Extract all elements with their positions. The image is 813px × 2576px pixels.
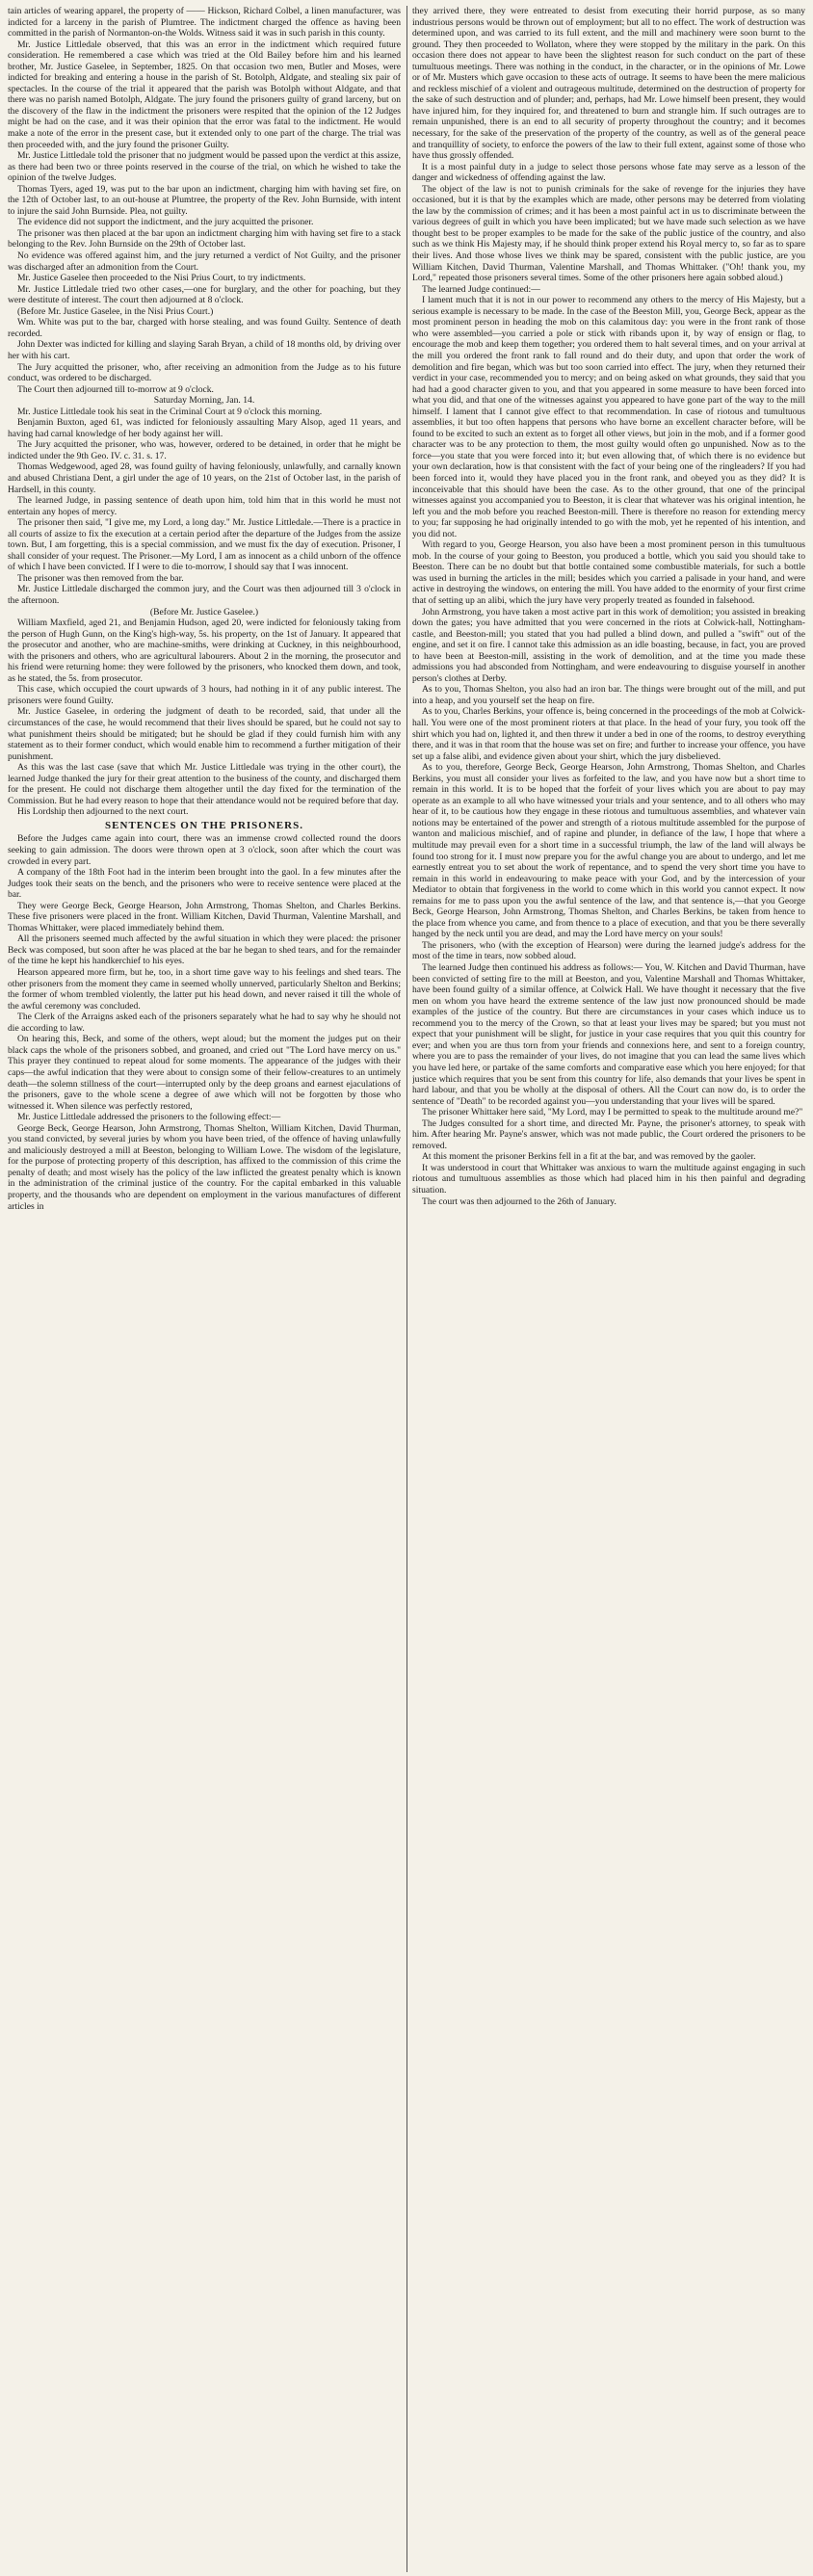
paragraph: On hearing this, Beck, and some of the others, wept aloud; but the moment the judges put on their black caps the whole of the prisoners sobbed, and groaned, and cried out "The Lord have mercy on us." This prayer they continued to repeat aloud for some moments. The appearance of the judges with their caps—the awful indication that they were about to consign some of their fellow-creatures to an untimely death—the solemn stillness of the court—interrupted only by the deep groans and earnest ejaculations of the prisoners, gave to the whole scene a degree of awe which will not be forgotten by those who witnessed it. When silence was perfectly restored, xyxy=(8,1034,401,1112)
paragraph: At this moment the prisoner Berkins fell in a fit at the bar, and was removed by the gaoler. xyxy=(422,1151,756,1163)
paragraph: The prisoner Whittaker here said, "My Lord, may I be permitted to speak to the multitude around me?" xyxy=(422,1107,803,1118)
paragraph: (Before Mr. Justice Gaselee.) xyxy=(149,606,259,618)
column-rule xyxy=(406,6,407,2572)
paragraph: The Jury acquitted the prisoner, who, after receiving an admonition from the Judge as to his future conduct, was ordered to be discharged. xyxy=(8,361,401,384)
paragraph: Benjamin Buxton, aged 61, was indicted for feloniously assaulting Mary Alsop, aged 11 years, and having had carnal knowledge of her body against her will. xyxy=(8,417,401,439)
paragraph: John Dexter was indicted for killing and slaying Sarah Bryan, a child of 18 months old, by driving over her with his cart. xyxy=(8,339,401,361)
paragraph: Mr. Justice Littledale observed, that this was an error in the indictment which required future consideration. He remembered a case which was tried at the Old Bailey before him and his learned brother, Mr. Justice Gaselee, in September, 1825. On that occasion two men, Butler and Moses, were indicted for breaking and entering a house in the parish of St. Botolph, Aldgate, and stealing six pair of spectacles. In the course of the trial it appeared that the parish was Botolph without Aldgate, and that there was no parish named Botolph, Aldgate. The jury found the prisoners guilty of grand larceny, but on the discovery of the flaw in the indictment the prisoners were respited that the opinion of the 12 Judges might be had on the case, and it was their opinion that the error was fatal to the indictment. He would make a note of the error in the present case, but it extended only to one part of the charge. The trial was then proceeded with, and the jury found the prisoner Guilty. xyxy=(8,39,401,150)
paragraph: Thomas Tyers, aged 19, was put to the bar upon an indictment, charging him with having set fire, on the 12th of October last, to an out-house at Plumtree, the property of the Rev. John Burnside, with intent to injure the said John Burnside. Plea, not guilty. xyxy=(8,183,401,217)
paragraph: The Judges consulted for a short time, and directed Mr. Payne, the prisoner's attorney, to speak with him. After hearing Mr. Payne's answer, which was not made public, the Court ordered the prisoners to be removed. xyxy=(412,1117,805,1151)
paragraph: The object of the law is not to punish criminals for the sake of revenge for the injuries they have occasioned, but it is that by the examples which are made, other persons may be deterred from violating the law by the commission of crimes; and it has been a most painful act in us to discriminate between the various degrees of guilt in which you have been implicated; but we have made such selection as we have thought best to be proper examples to be made for the sake of the public justice of the country, and also such as we think His Majesty may, if he should think proper extend his Royal mercy to, so far as to spare their lives. And those whose lives we think may be spared, consistent with the public justice, are you William Kitchen, David Thurman, Valentine Marshall, and Thomas Whittaker. ("Oh! thank you, my Lord," repeated those prisoners several times. Some of the other prisoners here again sobbed aloud.) xyxy=(412,183,805,284)
paragraph: Mr. Justice Gaselee then proceeded to the Nisi Prius Court, to try indictments. xyxy=(17,273,306,284)
paragraph: Saturday Morning, Jan. 14. xyxy=(153,395,255,407)
paragraph: As to you, Thomas Shelton, you also had an iron bar. The things were brought out of the mill, and put into a heap, and you yourself set the heap on fire. xyxy=(412,684,805,706)
paragraph: As to you, Charles Berkins, your offence is, being concerned in the proceedings of the mob at Colwick-hall. You were one of the most prominent rioters at that place. In the head of your fury, you took off the shirt which you had on, lighted it, and then threw it under a bed in one of the rooms, to destroy everything there, and it was in that room that the house was set on fire; and further to increase your offence, you have set up a false alibi, and evidence given about your shirt, which the jury disbelieved. xyxy=(412,706,805,762)
paragraph: The learned Judge continued:— xyxy=(422,283,540,295)
paragraph: I lament much that it is not in our power to recommend any others to the mercy of His Majesty, but a serious example is necessary to be made. In the case of the Beeston Mill, you, George Beck, appear as the most prominent person in heading the mob on this calamitous day: you were in the front rank of those who were assembled—you carried a pole or stick with ribands upon it, by way of ensign or flag, to encourage the mob and keep them together; you ordered them to halt several times, and on your arrival at the mill you ordered the front rank to fall round and do their duty, and upon that order the work of demolition and fire began, which was but too soon carried into effect. The jury, when they returned their verdict in your case, recommended you to mercy; and on being asked on what grounds, they said that you had had a good character given to you, and that you appeared in some measure to have been forced into what you did, and that one of the witnesses against you appeared to have gone part of the way to the mill himself. I lament that I cannot give effect to that recommendation. In case of riotous and tumultuous assemblies, it but too often happens that persons who have borne an excellent character before, will be found to be excited to such an extent as to forget all other views, but join in the mob, and if a former good character was to be any protection to them, the most guilty would often go unpunished. Now as to the force—you state that you were forced into it; but even allowing that, of which there is no evidence but your own declaration, how is that consistent with the fact of your being one of the ringleaders? If you had been forced into it, would they have placed you in the front rank, and obeyed you as they did? It is inconceivable that this should have been the case. As to the other ground, that one of the principal witnesses against you accompanied you to Beeston, it is clear that whatever was his original intention, he left you and the mob before you reached Beeston-mill. There is therefore no reason for extending mercy to you; far supposing he had originally intended to go with the mob, yet he repented of his intention, and you did not. xyxy=(412,295,805,539)
paragraph: Wm. White was put to the bar, charged with horse stealing, and was found Guilty. Sentence of death recorded. xyxy=(8,317,401,339)
section-heading: SENTENCES ON THE PRISONERS. xyxy=(105,819,303,831)
paragraph: The Court then adjourned till to-morrow at 9 o'clock. xyxy=(17,383,214,395)
paragraph: John Armstrong, you have taken a most active part in this work of demolition; you assisted in breaking down the gates; you have admitted that you were concerned in the riots at Colwick-hall, Nottingham-castle, and Beeston-mill; you stated that you had pulled a blind down, and pulled a "swift" out of the engine, and set it on fire. I cannot take this admission as an idle boasting, because, in fact, you are proved to have been at Beeston-mill, assisting in the work of demolition, and at the time you made these admissions you had absconded from Nottingham, and were endeavouring to disguise yourself in another person's clothes at Derby. xyxy=(412,606,805,684)
paragraph: The prisoners, who (with the exception of Hearson) were during the learned judge's address for the most of the time in tears, now sobbed aloud. xyxy=(412,939,805,962)
columns xyxy=(8,6,805,2572)
paragraph: All the prisoners seemed much affected by the awful situation in which they were placed: the prisoner Beck was composed, but soon after he was placed at the bar he began to shed tears, and for the remainder of the time he kept his handkerchief to his eyes. xyxy=(8,933,401,967)
left-column xyxy=(8,6,401,2572)
paragraph: William Maxfield, aged 21, and Benjamin Hudson, aged 20, were indicted for feloniously taking from the person of Hugh Gunn, on the King's high-way, 5s. his property, on the 1st of January. It appeared that the prosecutor and another, who are machine-smiths, were drinking at Cuckney, in this neighbourhood, with the prisoners and others, who are agricultural labourers. About 2 in the morning, the prosecutor and his friend were returning home: they were followed by the prisoners, who knocked them down, and took, as he stated, the 5s. from prosecutor. xyxy=(8,618,401,684)
paragraph: The prisoner was then placed at the bar upon an indictment charging him with having set fire to a stack belonging to the Rev. John Burnside on the 29th of October last. xyxy=(8,227,401,250)
paragraph: The court was then adjourned to the 26th of January. xyxy=(422,1196,616,1207)
paragraph: As this was the last case (save that which Mr. Justice Littledale was trying in the other court), the learned Judge thanked the jury for their great attention to the business of the county, and discharged them for the present. He could not discharge them altogether until the day fixed for the termination of the Commission. But he had every reason to hope that their attendance would not be required before that day. xyxy=(8,762,401,806)
paragraph: tain articles of wearing apparel, the property of —— Hickson, Richard Colbel, a linen manufacturer, was indicted for a larceny in the parish of Plumtree. The indictment charged the offence as having been committed in the parish of Normanton-on-the Wolds. Witness said it was in such parish in this county. xyxy=(8,6,401,39)
paragraph: Mr. Justice Littledale addressed the prisoners to the following effect:— xyxy=(17,1112,281,1123)
paragraph: Mr. Justice Littledale tried two other cases,—one for burglary, and the other for poaching, but they were destitute of interest. The court then adjourned at 8 o'clock. xyxy=(8,283,401,306)
paragraph: they arrived there, they were entreated to desist from executing their horrid purpose, as so many industrious persons would be thrown out of employment; but all to no effect. The work of destruction was determined upon, and was carried to its full extent, and the mill and machinery were soon burnt to the ground. They then proceeded to Wollaton, where they were stopped by the military in the park. On this occasion there does not appear to have been the slightest reason for such conduct on the part of these tumultuous meetings. There was nothing in the conduct, in the character, or in the opinions of Mr. Lowe or of Mr. Musters which gave occasion to these acts of outrage. It seems to have been the mere malicious and reckless mischief of a violent and outrageous multitude, determined on the destruction of property for the sake of such destruction and of plunder; and, perhaps, had Mr. Lowe himself been present, they would have injured him, for they inquired for, and threatened to burn and strangle him. If such outrages are to remain unpunished, there is an end to all security of property throughout the country; and it becomes necessary, for the sake of the preservation of the property of the country, as well as of the general peace and tranquillity of society, to enforce the powers of the law to their full extent, against some of those who have thus grossly offended. xyxy=(412,6,805,162)
paragraph: The Jury acquitted the prisoner, who was, however, ordered to be detained, in order that he might be indicted under the 9th Geo. IV. c. 31. s. 17. xyxy=(8,439,401,461)
paragraph: Mr. Justice Littledale told the prisoner that no judgment would be passed upon the verdict at this assize, as there had been two or three points reserved in the course of the trial, on which he wished to take the opinion of the twelve Judges. xyxy=(8,150,401,184)
paragraph: George Beck, George Hearson, John Armstrong, Thomas Shelton, William Kitchen, David Thurman, you stand convicted, by several juries by whom you have been tried, of the offence of having unlawfully and maliciously destroyed a mill at Beeston, belonging to William Lowe. The wisdom of the legislature, for the purpose of protecting property of this description, has affixed to the commission of this crime the penalty of death; and most wisely has the policy of the law inflicted the greatest penalty which is known in the administration of the criminal justice of the country. For the capital embarked in this valuable property, and the thousands who are dependent on employment in the various manufactures of different articles in xyxy=(8,1122,401,1212)
paragraph: The Clerk of the Arraigns asked each of the prisoners separately what he had to say why he should not die according to law. xyxy=(8,1012,401,1034)
paragraph: This case, which occupied the court upwards of 3 hours, had nothing in it of any public interest. The prisoners were found Guilty. xyxy=(8,684,401,706)
paragraph: It was understood in court that Whittaker was anxious to warn the multitude against engaging in such riotous and tumultuous assemblies as those which had placed him in his then painful and degrading situation. xyxy=(412,1162,805,1196)
paragraph: As to you, therefore, George Beck, George Hearson, John Armstrong, Thomas Shelton, and Charles Berkins, you must all consider your lives as forfeited to the law, and you have now but a short time to remain in this world. It is to be hoped that the forfeit of your lives which you are about to pay may operate as an example to all who have witnessed your trials and your sentence, and to all others who may hear of it, to be cautious how they engage in these riotous and tumultuous assemblies, and whatever vain notions may be entertained of the power and strength of a riotous multitude assembled for the purpose of wanton and malicious mischief, and of rapine and plunder, in defiance of the law, I hope that where a multitude may prevail even for a short time in a successful triumph, the law of the land will always be found too strong for it. I must now prepare you for the awful change you are about to undergo, and let me earnestly entreat you to set about the work of repentance, and to spend the very short time you have to remain in this world in endeavouring to make peace with your God, and by the intercession of your Mediator to obtain that forgiveness in the world to come which in this world you cannot expect. It now remains for me to pass upon you the awful sentence of the law, and that sentence is,—that you George Beck, George Hearson, John Armstrong, Thomas Shelton, and Charles Berkins, be taken from hence to the place from whence you came, and from thence to a place of execution, and that you be there severally hanged by the neck until you are dead, and may the Lord have mercy on your souls! xyxy=(412,762,805,940)
paragraph: (Before Mr. Justice Gaselee, in the Nisi Prius Court.) xyxy=(17,305,214,317)
paragraph: No evidence was offered against him, and the jury returned a verdict of Not Guilty, and the prisoner was discharged after an admonition from the Court. xyxy=(8,250,401,273)
paragraph: The evidence did not support the indictment, and the jury acquitted the prisoner. xyxy=(17,217,314,228)
paragraph: Mr. Justice Littledale took his seat in the Criminal Court at 9 o'clock this morning. xyxy=(17,406,323,417)
paragraph: The prisoner then said, "I give me, my Lord, a long day." Mr. Justice Littledale.—There is a practice in all courts of assize to fix the execution at a certain period after the departure of the Judges from the assize town. But, I am forgetting, this is a special commission, and we must fix the day of execution. Prisoner, I shall consider of your request. The Prisoner.—My Lord, I am as innocent as a child unborn of the offence of which I have been convicted. If I were to die to-morrow, I should say that I was innocent. xyxy=(8,517,401,573)
paragraph: His Lordship then adjourned to the next court. xyxy=(17,806,189,818)
paragraph: The learned Judge, in passing sentence of death upon him, told him that in this world he must not entertain any hopes of mercy. xyxy=(8,495,401,517)
paragraph: With regard to you, George Hearson, you also have been a most prominent person in this tumultuous mob. In the course of your going to Beeston, you produced a bottle, which you said you should take to Beeston. There can be no doubt but that bottle contained some combustible materials, for such a bottle was used in burning the articles in the mill; besides which you carried a palisade in your hand, and were active in destroying the windows, on entering the mill. You have added to the enormity of your first crime that of setting up an alibi, which the jury have very properly treated as founded in falsehood. xyxy=(412,539,805,606)
paragraph: A company of the 18th Foot had in the interim been brought into the gaol. In a few minutes after the Judges took their seats on the bench, and the prisoners who were to receive sentence were placed at the bar. xyxy=(8,867,401,901)
paragraph: Mr. Justice Gaselee, in ordering the judgment of death to be recorded, said, that under all the circumstances of the case, he would recommend that their lives should be spared, but he could not say to what punishment theirs should be mitigated; but he should be glad if they could furnish him with any statement as to their former conduct, which would enable him to recommend a further mitigation of their punishment. xyxy=(8,706,401,762)
paragraph: Hearson appeared more firm, but he, too, in a short time gave way to his feelings and shed tears. The other prisoners from the moment they came in seemed wholly unnerved, particularly Shelton and Berkins; the former of whom trembled violently, the latter put his head down, and never raised it till the whole of the awful ceremony was concluded. xyxy=(8,967,401,1012)
paragraph: They were George Beck, George Hearson, John Armstrong, Thomas Shelton, and Charles Berkins. These five prisoners were placed in the front. William Kitchen, David Thurman, Valentine Marshall, and Thomas Whittaker, were placed immediately behind them. xyxy=(8,900,401,933)
right-column xyxy=(412,6,805,2572)
paragraph: It is a most painful duty in a judge to select those persons whose fate may serve as a lesson of the danger and wickedness of offending against the law. xyxy=(412,161,805,184)
paragraph: Before the Judges came again into court, there was an immense crowd collected round the doors seeking to gain admission. The doors were thrown open at 3 o'clock, soon after which the court was crowded in every part. xyxy=(8,833,401,867)
paragraph: Mr. Justice Littledale discharged the common jury, and the Court was then adjourned till 3 o'clock in the afternoon. xyxy=(8,584,401,606)
paragraph: The learned Judge then continued his address as follows:— You, W. Kitchen and David Thurman, have been convicted of setting fire to the mill at Beeston, and you, Valentine Marshall and Thomas Whittaker, have been found guilty of a similar offence, at Colwick Hall. We have thought it necessary that the five men on whom you have heard the extreme sentence of the law just now pronounced should be made examples of the justice of the country. But there are circumstances in your cases which induce us to recommend you to the mercy of the Crown, so that at least your lives may be spared; but you must not expect that your punishment will be slight, for justice in your case requires that you quit this country for ever; and when you are thus torn from your friends and connexions here, and sent to a foreign country, where you are to pass the remainder of your lives, do not imagine that you can lead the same lives which you have led here, or partake of the same comforts and comparative ease which you here enjoyed; for that justice which requires that you be sent from this country for life, also demands that your lives be spent in hard labour, and that you be wholly at the disposal of others. All the Court can now do, is to order the sentence of "Death" to be recorded against you—you understanding that your lives will be spared. xyxy=(412,962,805,1107)
paragraph: Thomas Wedgewood, aged 28, was found guilty of having feloniously, unlawfully, and carnally known and abused Christiana Dent, a girl under the age of 10 years, on the 21st of October last, in the parish of Hardsell, in this county. xyxy=(8,461,401,495)
paragraph: The prisoner was then removed from the bar. xyxy=(17,572,184,584)
